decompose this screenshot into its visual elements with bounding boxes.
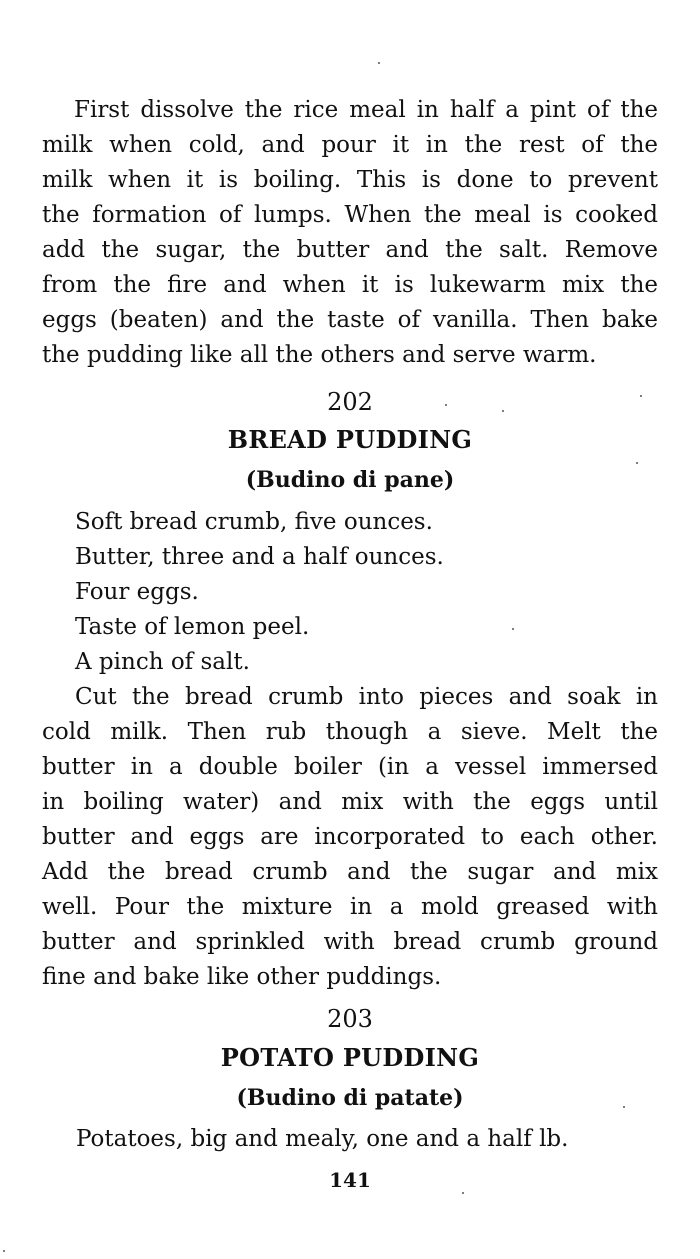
intro-line: milk when cold, and pour it in the rest of the bbox=[42, 132, 658, 158]
intro-line: eggs (beaten) and the taste of vanilla. Then bake bbox=[42, 307, 658, 333]
intro-line: add the sugar, the butter and the salt. Remove bbox=[42, 237, 658, 263]
recipe-title-potato-pudding: POTATO PUDDING bbox=[220, 1043, 480, 1072]
instruction-line: fine and bake like other puddings. bbox=[42, 964, 442, 990]
ingredient-list-202 bbox=[75, 505, 444, 680]
scan-speck bbox=[462, 1192, 464, 1194]
instructions-paragraph-202 bbox=[42, 680, 658, 995]
scan-speck bbox=[623, 1106, 625, 1108]
intro-paragraph bbox=[42, 93, 658, 373]
recipe-number-202: 202 bbox=[327, 388, 373, 416]
recipe-subtitle-budino-di-pane: (Budino di pane) bbox=[245, 467, 455, 493]
instruction-line: butter and sprinkled with bread crumb ground bbox=[42, 929, 658, 955]
intro-line: the formation of lumps. When the meal is cooked bbox=[42, 202, 658, 228]
recipe-number-203: 203 bbox=[327, 1005, 373, 1033]
ingredient-item: Four eggs. bbox=[75, 579, 199, 605]
instruction-line: butter in a double boiler (in a vessel immersed bbox=[42, 754, 658, 780]
instruction-line: well. Pour the mixture in a mold greased with bbox=[42, 894, 658, 920]
scan-speck bbox=[640, 395, 642, 397]
ingredient-item: A pinch of salt. bbox=[75, 649, 250, 675]
intro-line: the pudding like all the others and serve warm. bbox=[42, 342, 597, 368]
scan-speck bbox=[636, 462, 638, 464]
intro-line: from the fire and when it is lukewarm mix the bbox=[42, 272, 658, 298]
recipe-title-bread-pudding: BREAD PUDDING bbox=[227, 425, 473, 454]
ingredient-item: Potatoes, big and mealy, one and a half lb. bbox=[76, 1126, 569, 1152]
instruction-line: cold milk. Then rub though a sieve. Melt the bbox=[42, 719, 658, 745]
scan-speck bbox=[502, 410, 504, 412]
ingredient-item: Butter, three and a half ounces. bbox=[75, 544, 444, 570]
scan-speck bbox=[512, 628, 514, 630]
ingredient-item: Soft bread crumb, five ounces. bbox=[75, 509, 433, 535]
intro-line: milk when it is boiling. This is done to prevent bbox=[42, 167, 658, 193]
instruction-line: in boiling water) and mix with the eggs until bbox=[42, 789, 658, 815]
scan-speck bbox=[445, 404, 447, 406]
scan-speck bbox=[3, 1250, 5, 1252]
recipe-subtitle-budino-di-patate: (Budino di patate) bbox=[236, 1085, 464, 1111]
instruction-line: butter and eggs are incorporated to each other. bbox=[42, 824, 658, 850]
scan-speck bbox=[378, 62, 380, 64]
page-number: 141 bbox=[329, 1168, 371, 1192]
ingredient-item: Taste of lemon peel. bbox=[75, 614, 310, 640]
instruction-line: Add the bread crumb and the sugar and mix bbox=[42, 859, 658, 885]
instruction-line: Cut the bread crumb into pieces and soak in bbox=[75, 684, 658, 710]
intro-line: First dissolve the rice meal in half a pint of the bbox=[74, 97, 658, 123]
